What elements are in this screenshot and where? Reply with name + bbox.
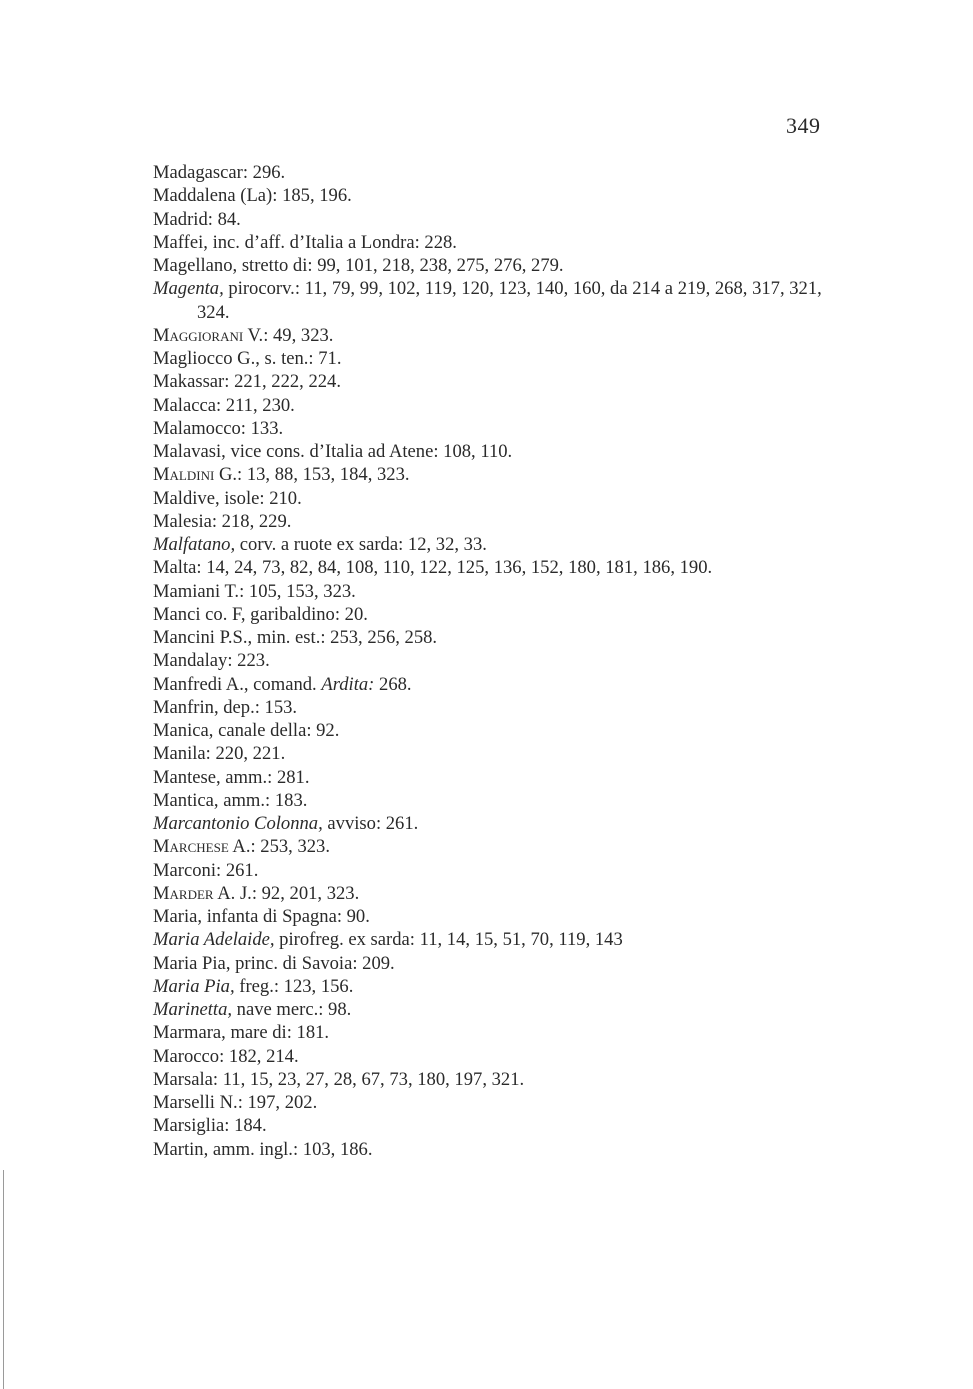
index-entry [153,370,833,393]
entry-headword: Manica [153,720,209,741]
entry-references: , amm. ingl.: 103, 186. [203,1138,373,1160]
entry-references: A.: 253, 323. [228,836,331,858]
entry-references: nave merc.: 98. [232,999,352,1020]
entry-headword: Marselli [153,1092,215,1113]
index-entry [153,161,833,184]
entry-references: , stretto di: 99, 101, 218, 238, 275, 276, 279. [232,255,564,276]
entry-references: avviso: 261. [322,813,419,834]
entry-headword: Malamocco [153,417,241,439]
entry-headword: Martin [153,1138,204,1160]
index-entry [153,487,833,510]
entry-headword: Manila [153,743,206,765]
index-entry [153,277,833,324]
entry-references-end: 268. [374,673,412,695]
entry-headword: Magenta, [153,278,224,300]
entry-headword: Malavasi [153,441,222,462]
index-entry [153,324,833,347]
entry-references: A., comand. [222,673,322,695]
entry-headword: Mancini [153,627,215,648]
entry-headword: Manci [153,603,201,625]
index-entry [153,510,833,533]
entry-references: G.: 13, 88, 153, 184, 323. [214,464,410,486]
entry-references: : 182, 214. [219,1045,299,1067]
index-entry [153,673,833,696]
entry-references: co. F, garibaldino: 20. [200,603,368,625]
entry-references: : 261. [216,859,259,881]
entry-references: : 221, 222, 224. [224,371,341,393]
entry-headword: Magliocco [153,348,233,369]
entry-references: : 184. [224,1115,267,1137]
entry-references: : 211, 230. [215,394,295,416]
index-entry [153,463,833,486]
entry-references: , mare di: 181. [221,1022,330,1044]
entry-references: , infanta di Spagna: 90. [197,906,370,927]
entry-references: , dep.: 153. [213,696,298,718]
entry-headword: Marcantonio Colonna, [153,813,323,834]
entry-headword: Magellano [153,255,233,276]
entry-headword: Marinetta, [153,999,233,1020]
entry-references: , vice cons. d’Italia ad Atene: 108, 110. [221,441,513,462]
entry-references: freg.: 123, 156. [234,975,354,997]
index-entry [153,835,833,858]
entry-headword: Manfredi [153,673,223,695]
entry-references: pirofreg. ex sarda: 11, 14, 15, 51, 70, 119, 143 [274,929,623,951]
index-entry [153,719,833,742]
index-entry [153,1021,833,1044]
entry-headword: Makassar [153,371,225,393]
entry-references: : 185, 196. [272,185,352,207]
index-entry [153,533,833,556]
entry-references: T.: 105, 153, 323. [220,580,356,602]
index-entry [153,603,833,626]
entry-headword: Malta [153,557,197,579]
binding-edge-line [3,1170,4,1389]
entry-references: , princ. di Savoia: 209. [225,952,395,974]
index-entry [153,1045,833,1068]
index-entry [153,649,833,672]
index-entry [153,626,833,649]
entry-references: A. J.: 92, 201, 323. [213,882,360,904]
entry-headword: Mandalay [153,650,228,672]
entry-headword: Marconi [153,859,216,881]
entry-references: : 133. [240,417,284,439]
entry-references: , inc. d’aff. d’Italia a Londra: 228. [203,231,457,253]
entry-references: : 84. [207,208,241,230]
entry-headword: Malacca [153,394,216,416]
page-number: 349 [786,113,821,138]
entry-headword: Marsala [153,1068,213,1090]
entry-references: : 218, 229. [211,510,292,532]
index-entry [153,812,833,835]
index-entry [153,580,833,603]
index-entry [153,556,833,579]
entry-references: G., s. ten.: 71. [232,348,342,369]
index-entry [153,952,833,975]
entry-headword: Maldini [153,464,215,486]
entry-headword: Madagascar [153,162,243,183]
entry-headword: Madrid [153,208,208,230]
index-entry [153,905,833,928]
index-entry [153,1091,833,1114]
entry-references: : 220, 221. [205,743,286,765]
index-entry [153,928,833,951]
entry-references: : 14, 24, 73, 82, 84, 108, 110, 122, 125, 136, 152, 180, 181, 186, 190. [196,557,713,579]
index-entry [153,231,833,254]
index-entry [153,789,833,812]
index-entry [153,394,833,417]
index-entry [153,347,833,370]
index-entry [153,859,833,882]
index-entry [153,696,833,719]
index-entry [153,1114,833,1137]
entry-headword: Malfatano, [153,534,236,555]
entry-references: , isole: 210. [214,487,302,509]
entry-headword: Manfrin [153,696,214,718]
entry-headword: Maria Adelaide, [153,929,275,951]
index-entry [153,742,833,765]
entry-ship-name: Ardita: [321,673,375,695]
index-entry [153,208,833,231]
entry-headword: Marmara [153,1022,222,1044]
index-entry [153,882,833,905]
entry-headword: Maria Pia, [153,975,235,997]
entry-references: , amm.: 183. [213,789,308,811]
entry-references: P.S., min. est.: 253, 256, 258. [214,627,438,648]
entry-headword: Mantica [153,789,214,811]
entry-headword: Marsiglia [153,1115,225,1137]
index-entry [153,766,833,789]
entry-headword: Maria [153,906,198,927]
entry-references: corv. a ruote ex sarda: 12, 32, 33. [235,534,487,555]
entry-references: V.: 49, 323. [243,324,334,346]
index-list [153,161,833,1161]
index-entry [153,440,833,463]
entry-headword: Mantese [153,766,216,788]
entry-references: : 223. [227,650,270,672]
index-entry [153,254,833,277]
entry-references: : 296. [242,162,286,183]
entry-headword: Maria Pia [153,952,226,974]
entry-headword: Marchese [153,836,229,858]
entry-headword: Malesia [153,510,212,532]
entry-references: , canale della: 92. [208,720,340,741]
index-entry [153,975,833,998]
index-entry [153,1138,833,1161]
entry-headword: Marder [153,882,214,904]
entry-headword: Maldive [153,487,215,509]
entry-headword: Marocco [153,1045,220,1067]
entry-headword: Maddalena (La) [153,185,273,207]
entry-headword: Mamiani [153,580,221,602]
entry-references: , amm.: 281. [216,766,310,788]
entry-references: : 11, 15, 23, 27, 28, 67, 73, 180, 197, 321. [212,1068,525,1090]
index-entry [153,184,833,207]
entry-headword: Maffei [153,231,204,253]
entry-headword: Maggiorani [153,324,244,346]
entry-references: N.: 197, 202. [214,1092,318,1113]
index-entry [153,1068,833,1091]
entry-references: pirocorv.: 11, 79, 99, 102, 119, 120, 123, 140, 160, da 214 a 219, 268, 317, 321, 324. [197,278,822,323]
index-entry [153,998,833,1021]
index-entry [153,417,833,440]
